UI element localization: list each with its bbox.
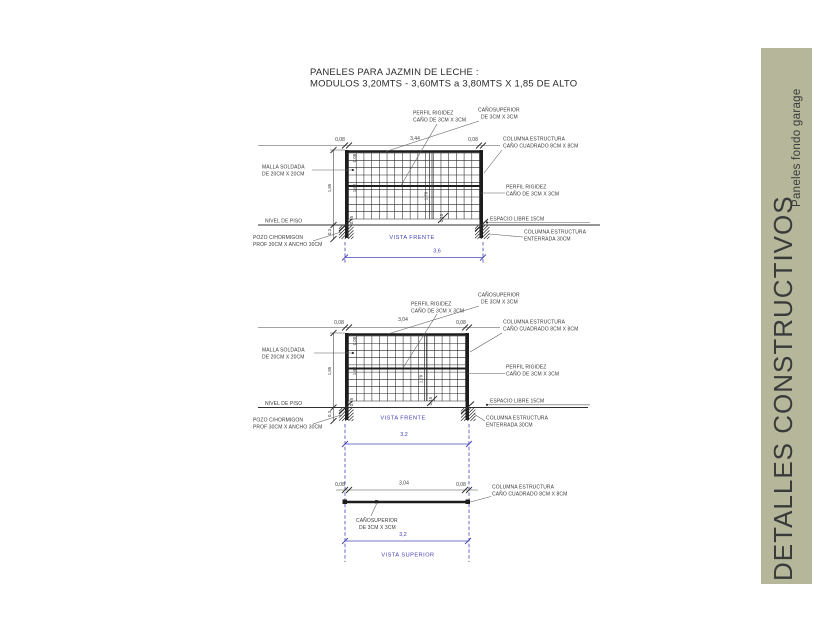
label-cano-3x3: CAÑO DE 3CM X 3CM: [411, 308, 465, 315]
label-cano-superior: CAÑOSUPERIOR: [478, 292, 520, 299]
label-de-3x3: DE 3CM X 3CM: [359, 525, 396, 531]
sidebar-band: [761, 48, 812, 584]
label-nivel-de-piso: NIVEL DE PISO: [265, 401, 303, 407]
label-columna-estructura: COLUMNA ESTRUCTURA: [524, 229, 587, 236]
label-enterrada: ENTERRADA 30CM: [524, 236, 571, 243]
leader-line: [371, 504, 377, 516]
label-columna-estructura: COLUMNA ESTRUCTURA: [486, 415, 549, 422]
dim-total-width: 3,2: [399, 532, 407, 538]
dim-total-width: 3,6: [433, 248, 441, 255]
extension-dashed-lines: [345, 242, 483, 263]
dim-height: 1,85: [327, 183, 332, 193]
left-column-section: [343, 500, 348, 505]
dim-mesh-width: 3,04: [398, 317, 408, 323]
label-pozo-hormigon: POZO C/HORMIGON: [253, 417, 304, 424]
dim-pozo-depth: 0,3: [327, 411, 332, 417]
dim-inner-mesh: 1,62: [352, 183, 357, 193]
label-cano-cuadrado: CAÑO CUADRADO 8CM X 8CM: [503, 143, 579, 150]
leader-line: [484, 150, 502, 173]
annotation-espacio-libre: [486, 399, 590, 406]
dim-side-left: 0,08: [335, 137, 345, 143]
leader-line: [474, 414, 485, 421]
annotation-columna-plan: [470, 485, 567, 503]
annotation-malla-soldada: [262, 348, 354, 361]
dim-side-left: 0,08: [334, 320, 344, 326]
leader-dot: [486, 404, 488, 406]
label-de-3x3: DE 3CM X 3CM: [481, 114, 518, 121]
leader-dot: [486, 221, 488, 223]
dim-side-right: 0,08: [456, 482, 466, 488]
label-cano-cuadrado: CAÑO CUADRADO 8CM X 8CM: [503, 326, 579, 333]
view-caption: VISTA FRENTE: [380, 415, 426, 422]
leader-line: [401, 124, 437, 186]
label-perfil-rigidez: PERFIL RIGIDEZ: [411, 301, 452, 308]
label-pozo-size: PROF 30CM X ANCHO 30CM: [253, 424, 323, 431]
label-cano-cuadrado: CAÑO CUADRADO 8CM X 8CM: [492, 491, 568, 498]
dim-side-right: 0,08: [468, 137, 478, 143]
drawing-vista-frente-32: [253, 292, 590, 563]
dim-pozo-depth: 0,3: [327, 229, 332, 235]
label-columna-estructura: COLUMNA ESTRUCTURA: [503, 319, 566, 326]
label-espacio-libre: ESPACIO LIBRE 15CM: [490, 216, 545, 223]
annotation-columna-enterrada: [489, 230, 587, 243]
label-cano-3x3: CAÑO DE 3CM X 3CM: [506, 371, 560, 378]
label-perfil-rigidez: PERFIL RIGIDEZ: [506, 364, 547, 371]
dim-inner-mesh: 1,62: [352, 366, 357, 376]
view-caption: VISTA FRENTE: [389, 235, 435, 241]
title-line-2: MODULOS 3,20MTS - 3,60MTS a 3,80MTS X 1,85 DE ALTO: [310, 78, 578, 90]
sidebar-subtitle: Paneles fondo garage: [791, 88, 803, 207]
dim-stiffener-height: 1,78: [418, 374, 424, 384]
label-pozo-size: PROF 30CM X ANCHO 30CM: [253, 242, 323, 248]
annotation-columna-estructura: [484, 137, 578, 174]
dim-total-width: 3,2: [400, 432, 408, 438]
leader-line: [386, 121, 479, 152]
annotation-espacio-libre: [486, 217, 590, 224]
label-columna-estructura: COLUMNA ESTRUCTURA: [503, 136, 566, 143]
right-column-section: [466, 500, 471, 505]
leader-line: [470, 497, 491, 503]
label-malla-size: DE 20CM X 20CM: [262, 171, 305, 178]
label-nivel-de-piso: NIVEL DE PISO: [265, 218, 303, 225]
label-espacio-libre: ESPACIO LIBRE 15CM: [490, 398, 545, 405]
label-malla-soldada: MALLA SOLDADA: [262, 164, 305, 171]
annotation-cano-superior-plan: [356, 504, 398, 531]
label-cano-superior: CAÑOSUPERIOR: [478, 107, 520, 114]
dim-side-left: 0,08: [335, 482, 345, 488]
label-perfil-rigidez: PERFIL RIGIDEZ: [413, 110, 454, 117]
dim-mesh-width: 3,44: [410, 136, 420, 142]
leader-line: [489, 234, 523, 237]
dim-stiffener-height: 1,78: [423, 191, 429, 201]
drawing-vista-frente-36: [253, 107, 600, 264]
leader-dot: [352, 169, 354, 171]
label-perfil-rigidez: PERFIL RIGIDEZ: [506, 184, 547, 191]
label-columna-estructura: COLUMNA ESTRUCTURA: [492, 484, 555, 491]
drawing-vista-superior: [335, 481, 567, 559]
leader-line: [403, 314, 437, 368]
annotation-perfil-rigidez-right: [481, 185, 559, 198]
annotation-malla-soldada: [262, 165, 354, 178]
label-enterrada: ENTERRADA 30CM: [486, 422, 533, 429]
annotation-columna-estructura: [470, 320, 578, 353]
dim-inner-top: 0,08: [352, 153, 357, 163]
dim-free-space: 0,15: [439, 213, 444, 223]
dim-free-space: 0,15: [428, 396, 433, 406]
sidebar-title: DETALLES CONSTRUCTIVOS: [768, 195, 798, 581]
page-title: [310, 67, 577, 90]
annotation-perfil-rigidez-right: [467, 365, 559, 378]
label-de-3x3: DE 3CM X 3CM: [481, 299, 518, 306]
label-pozo-hormigon: POZO C/HORMIGON: [253, 235, 304, 241]
label-malla-soldada: MALLA SOLDADA: [262, 347, 305, 354]
dim-mesh-width: 3,04: [399, 480, 409, 487]
view-caption: VISTA SUPERIOR: [381, 552, 435, 559]
dim-height: 1,85: [327, 366, 332, 376]
label-cano-superior: CAÑOSUPERIOR: [356, 518, 398, 524]
label-cano-3x3: CAÑO DE 3CM X 3CM: [506, 191, 560, 198]
title-line-1: PANELES PARA JAZMIN DE LECHE :: [310, 67, 479, 78]
label-malla-size: DE 20CM X 20CM: [262, 354, 305, 361]
dim-inner-bottom: 0,15: [349, 397, 354, 407]
annotation-columna-enterrada: [474, 414, 549, 429]
leader-dot: [352, 352, 354, 354]
dim-inner-top: 0,08: [352, 336, 357, 346]
label-cano-3x3: CAÑO DE 3CM X 3CM: [413, 117, 467, 124]
tube-node: [375, 500, 378, 503]
dim-inner-bottom: 0,15: [349, 215, 354, 225]
leader-line: [470, 333, 502, 352]
dim-side-right: 0,08: [456, 320, 466, 326]
